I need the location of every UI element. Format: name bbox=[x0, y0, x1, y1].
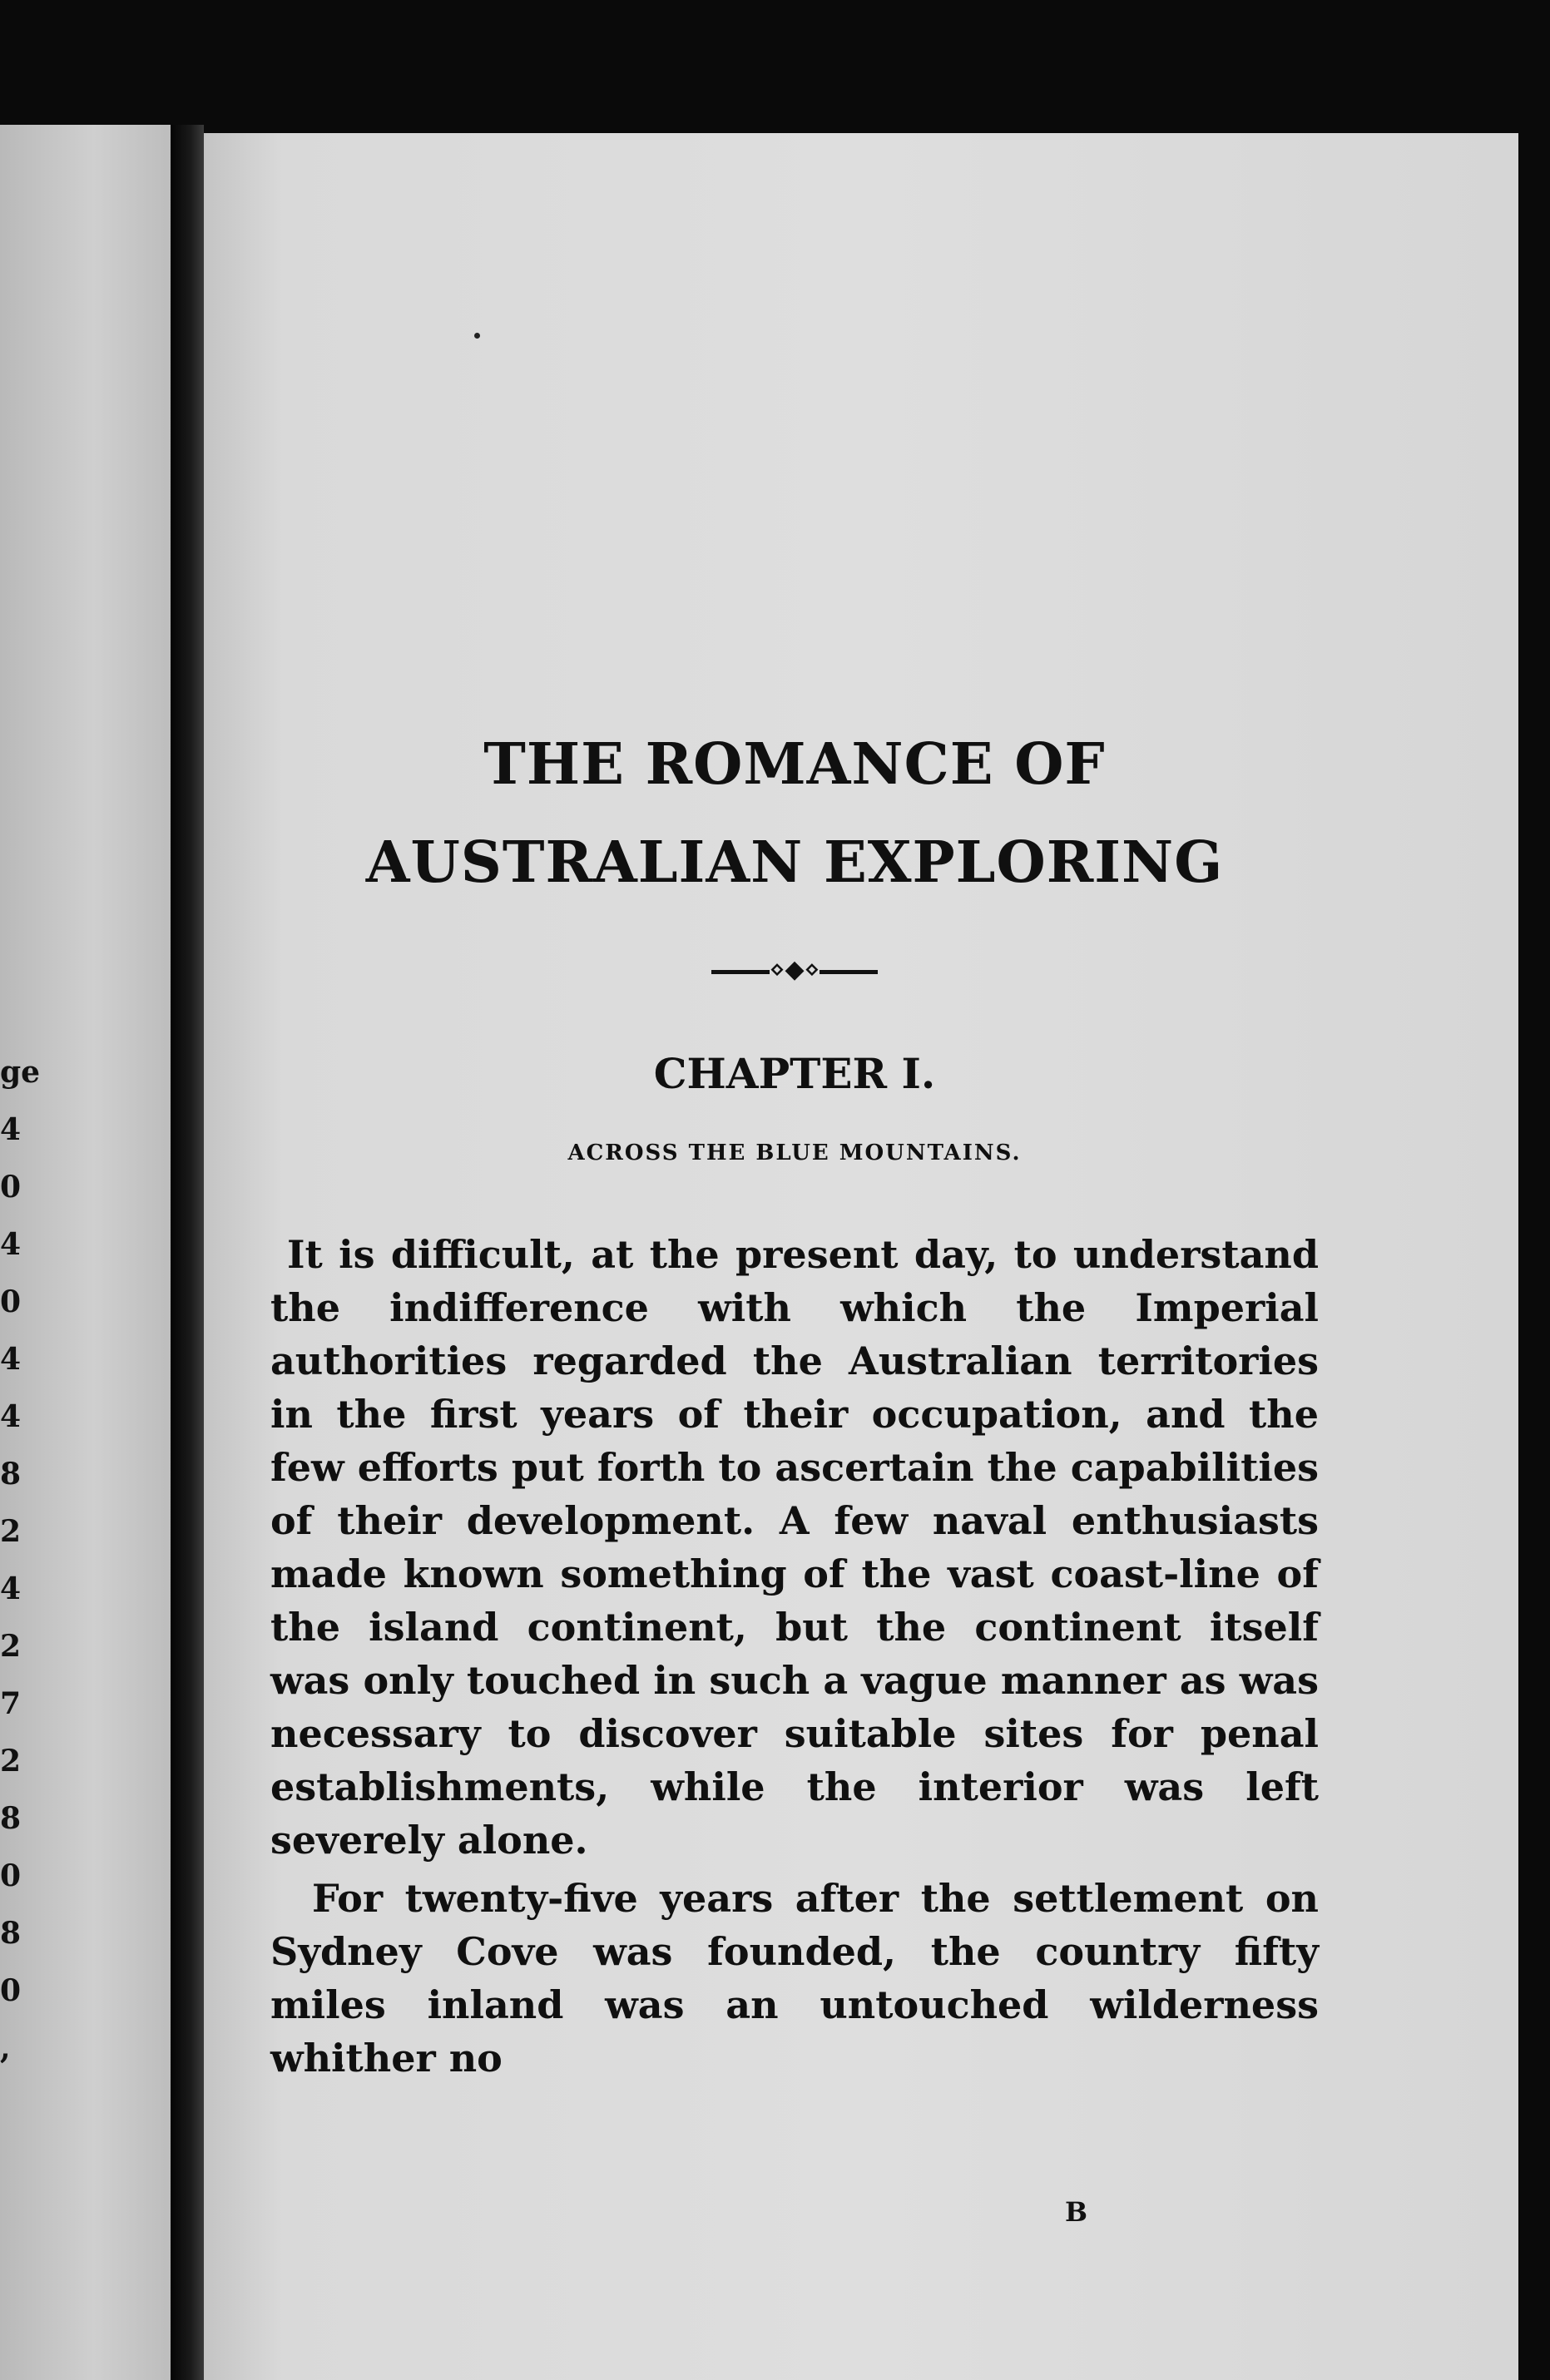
left-edge-item: 4 bbox=[0, 1342, 22, 1377]
left-edge-item: 4 bbox=[0, 1227, 22, 1262]
title-ornament bbox=[270, 953, 1319, 987]
left-edge-item: 0 bbox=[0, 1858, 22, 1893]
left-edge-item: 4 bbox=[0, 1571, 22, 1606]
left-edge-item: 8 bbox=[0, 1457, 22, 1492]
signature-mark: B bbox=[1065, 2196, 1088, 2228]
ornament-rule-left bbox=[711, 970, 770, 974]
book-title: THE ROMANCE OF AUSTRALIAN EXPLORING bbox=[365, 731, 1224, 896]
left-edge-item: ge bbox=[0, 1055, 41, 1090]
body-paragraph: It is difficult, at the present day, to understand the indifference with which the Imperial authorities regarded the Australian territories in the first years of their occupation, and the few efforts put forth to ascertain the capabilities of their development. A few naval enthusiasts made known something of the vast coast-line of the island continent, but the continent itself was only touched in such a vague manner as was necessary to discover suitable sites for penal establishments, while the interior was left severely alone. bbox=[270, 1232, 1319, 1863]
left-page-fragment bbox=[0, 125, 171, 2380]
right-page bbox=[204, 133, 1518, 2380]
left-edge-item: 2 bbox=[0, 1514, 22, 1549]
left-edge-item: 2 bbox=[0, 1629, 22, 1664]
paper-speck bbox=[474, 333, 480, 339]
left-edge-item: 8 bbox=[0, 1916, 22, 1951]
ornament-rule-right bbox=[820, 970, 878, 974]
chapter-number: CHAPTER I. bbox=[653, 1049, 936, 1098]
left-edge-item: 0 bbox=[0, 1973, 22, 2008]
ornament-diamond-icon: ⋄◆⋄ bbox=[769, 956, 820, 983]
body-paragraph: For twenty-five years after the settlement on Sydney Cove was founded, the country fifty miles inland was an untouched wilderness whither no bbox=[270, 1876, 1319, 2081]
left-page-edge-numbers bbox=[0, 1044, 50, 2077]
chapter-title: ACROSS THE BLUE MOUNTAINS. bbox=[567, 1141, 1022, 1165]
left-edge-item: 7 bbox=[0, 1686, 22, 1721]
left-edge-item: 4 bbox=[0, 1399, 22, 1434]
left-edge-item: , bbox=[0, 2031, 11, 2066]
left-edge-item: 2 bbox=[0, 1744, 22, 1779]
left-edge-item: 4 bbox=[0, 1112, 22, 1147]
book-binding-gutter bbox=[171, 125, 204, 2380]
page-content bbox=[270, 715, 1319, 2085]
left-edge-item: 0 bbox=[0, 1284, 22, 1319]
left-edge-item: 0 bbox=[0, 1170, 22, 1205]
left-edge-item: 8 bbox=[0, 1801, 22, 1836]
